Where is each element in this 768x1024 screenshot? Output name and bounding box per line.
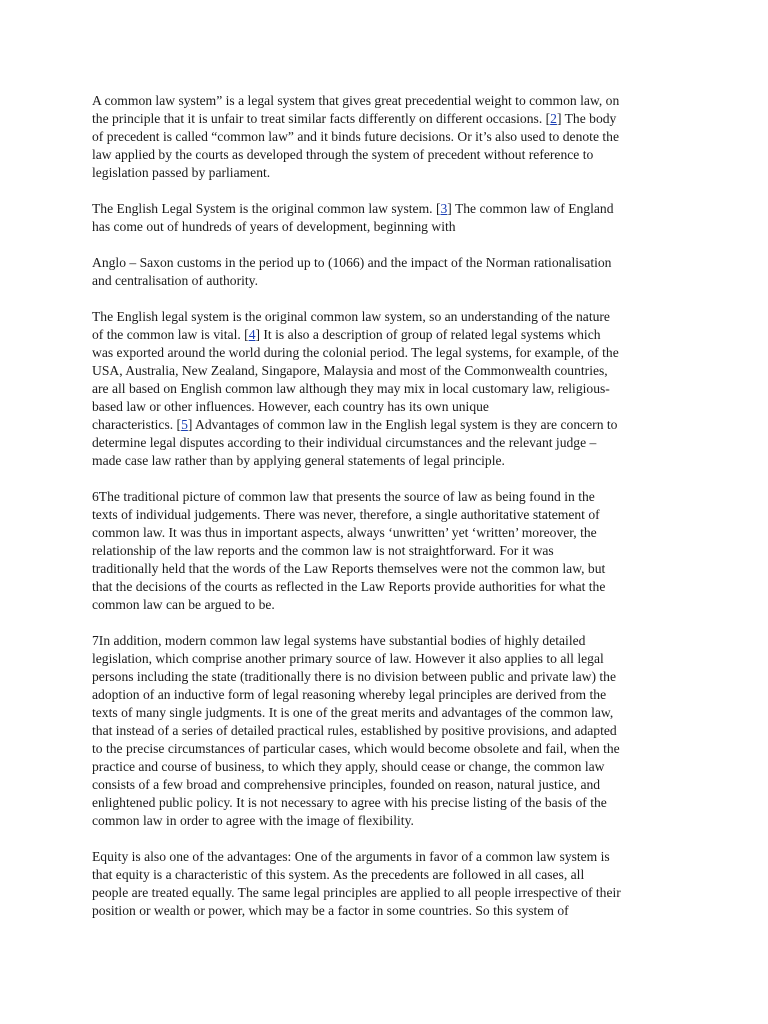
text-segment: ] It is also a description of group of related legal systems which was exported around the world during the colonial period. The legal systems, for example, of the USA, Australia, New Zealand, Singapore, Malaysia and most of the Commonwealth countries, are all based on English common law although they may mix in local customary law, religious- based law or other influences. However, each country has its own unique characteristics. [ — [92, 327, 619, 432]
text-segment: ] The common law of England has come out of hundreds of years of development, beginning with — [92, 201, 614, 234]
footnote-link-2[interactable]: 2 — [550, 111, 557, 126]
text-segment: Anglo – Saxon customs in the period up to (1066) and the impact of the Norman rationalisation and centralisation of authority. — [92, 255, 612, 288]
text-segment: [ — [545, 111, 551, 126]
text-segment: A common law system” is a legal system that gives great precedential weight to common law, on the principle that it is unfair to treat similar facts differently on different occasions. — [92, 93, 620, 126]
text-segment: ] The body of precedent is called “common law” and it binds future decisions. Or it’s also used to denote the law applied by the courts as developed through the system of precedent without reference to legislation passed by parliament. — [92, 111, 619, 180]
text-segment: The English legal system is the original common law system, so an understanding of the nature of the common law is vital. [ — [92, 309, 610, 342]
text-segment: The English Legal System is the original common law system. [ — [92, 201, 441, 216]
footnote-link-5[interactable]: 5 — [181, 417, 188, 432]
document-body — [92, 92, 682, 938]
text-segment: Equity is also one of the advantages: One of the arguments in favor of a common law system is that equity is a characteristic of this system. As the precedents are followed in all cases, all people are treated equally. The same legal principles are applied to all people irrespective of their position or wealth or power, which may be a factor in some countries. So this system of — [92, 849, 621, 918]
footnote-link-3[interactable]: 3 — [440, 201, 448, 216]
paragraph-equity — [92, 848, 682, 920]
paragraph-english-legal-system — [92, 200, 682, 236]
text-segment: 7In addition, modern common law legal systems have substantial bodies of highly detailed legislation, which comprise another primary source of law. However it also applies to all legal persons including the state (traditionally there is no division between public and private law) the adoption of an inductive form of legal reasoning whereby legal principles are derived from the texts of many single judgments. It is one of the great merits and advantages of the common law, that instead of a series of detailed practical rules, established by positive provisions, and adapted to the precise circumstances of particular cases, which would become obsolete and fail, when the practice and course of business, to which they apply, should cease or change, the common law consists of a few broad and comprehensive principles, founded on reason, natural justice, and enlightened public policy. It is not necessary to agree with his precise listing of the basis of the common law in order to agree with the image of flexibility. — [92, 633, 620, 828]
paragraph-common-law-definition — [92, 92, 682, 182]
paragraph-nature-of-common-law — [92, 308, 682, 470]
paragraph-traditional-picture — [92, 488, 682, 614]
text-segment: ] Advantages of common law in the English legal system is they are concern to determine legal disputes according to their individual circumstances and the relevant judge – made case law rather than by applying general statements of legal principle. — [92, 417, 618, 468]
paragraph-anglo-saxon — [92, 254, 682, 290]
footnote-link-4[interactable]: 4 — [248, 327, 256, 342]
paragraph-modern-legislation — [92, 632, 682, 830]
text-segment: 6The traditional picture of common law that presents the source of law as being found in the texts of individual judgements. There was never, therefore, a single authoritative statement of common law. It was thus in important aspects, always ‘unwritten’ yet ‘written’ moreover, the relationship of the law reports and the common law is not straightforward. For it was traditionally held that the words of the Law Reports themselves were not the common law, but that the decisions of the courts as reflected in the Law Reports provide authorities for what the common law can be argued to be. — [92, 489, 606, 612]
